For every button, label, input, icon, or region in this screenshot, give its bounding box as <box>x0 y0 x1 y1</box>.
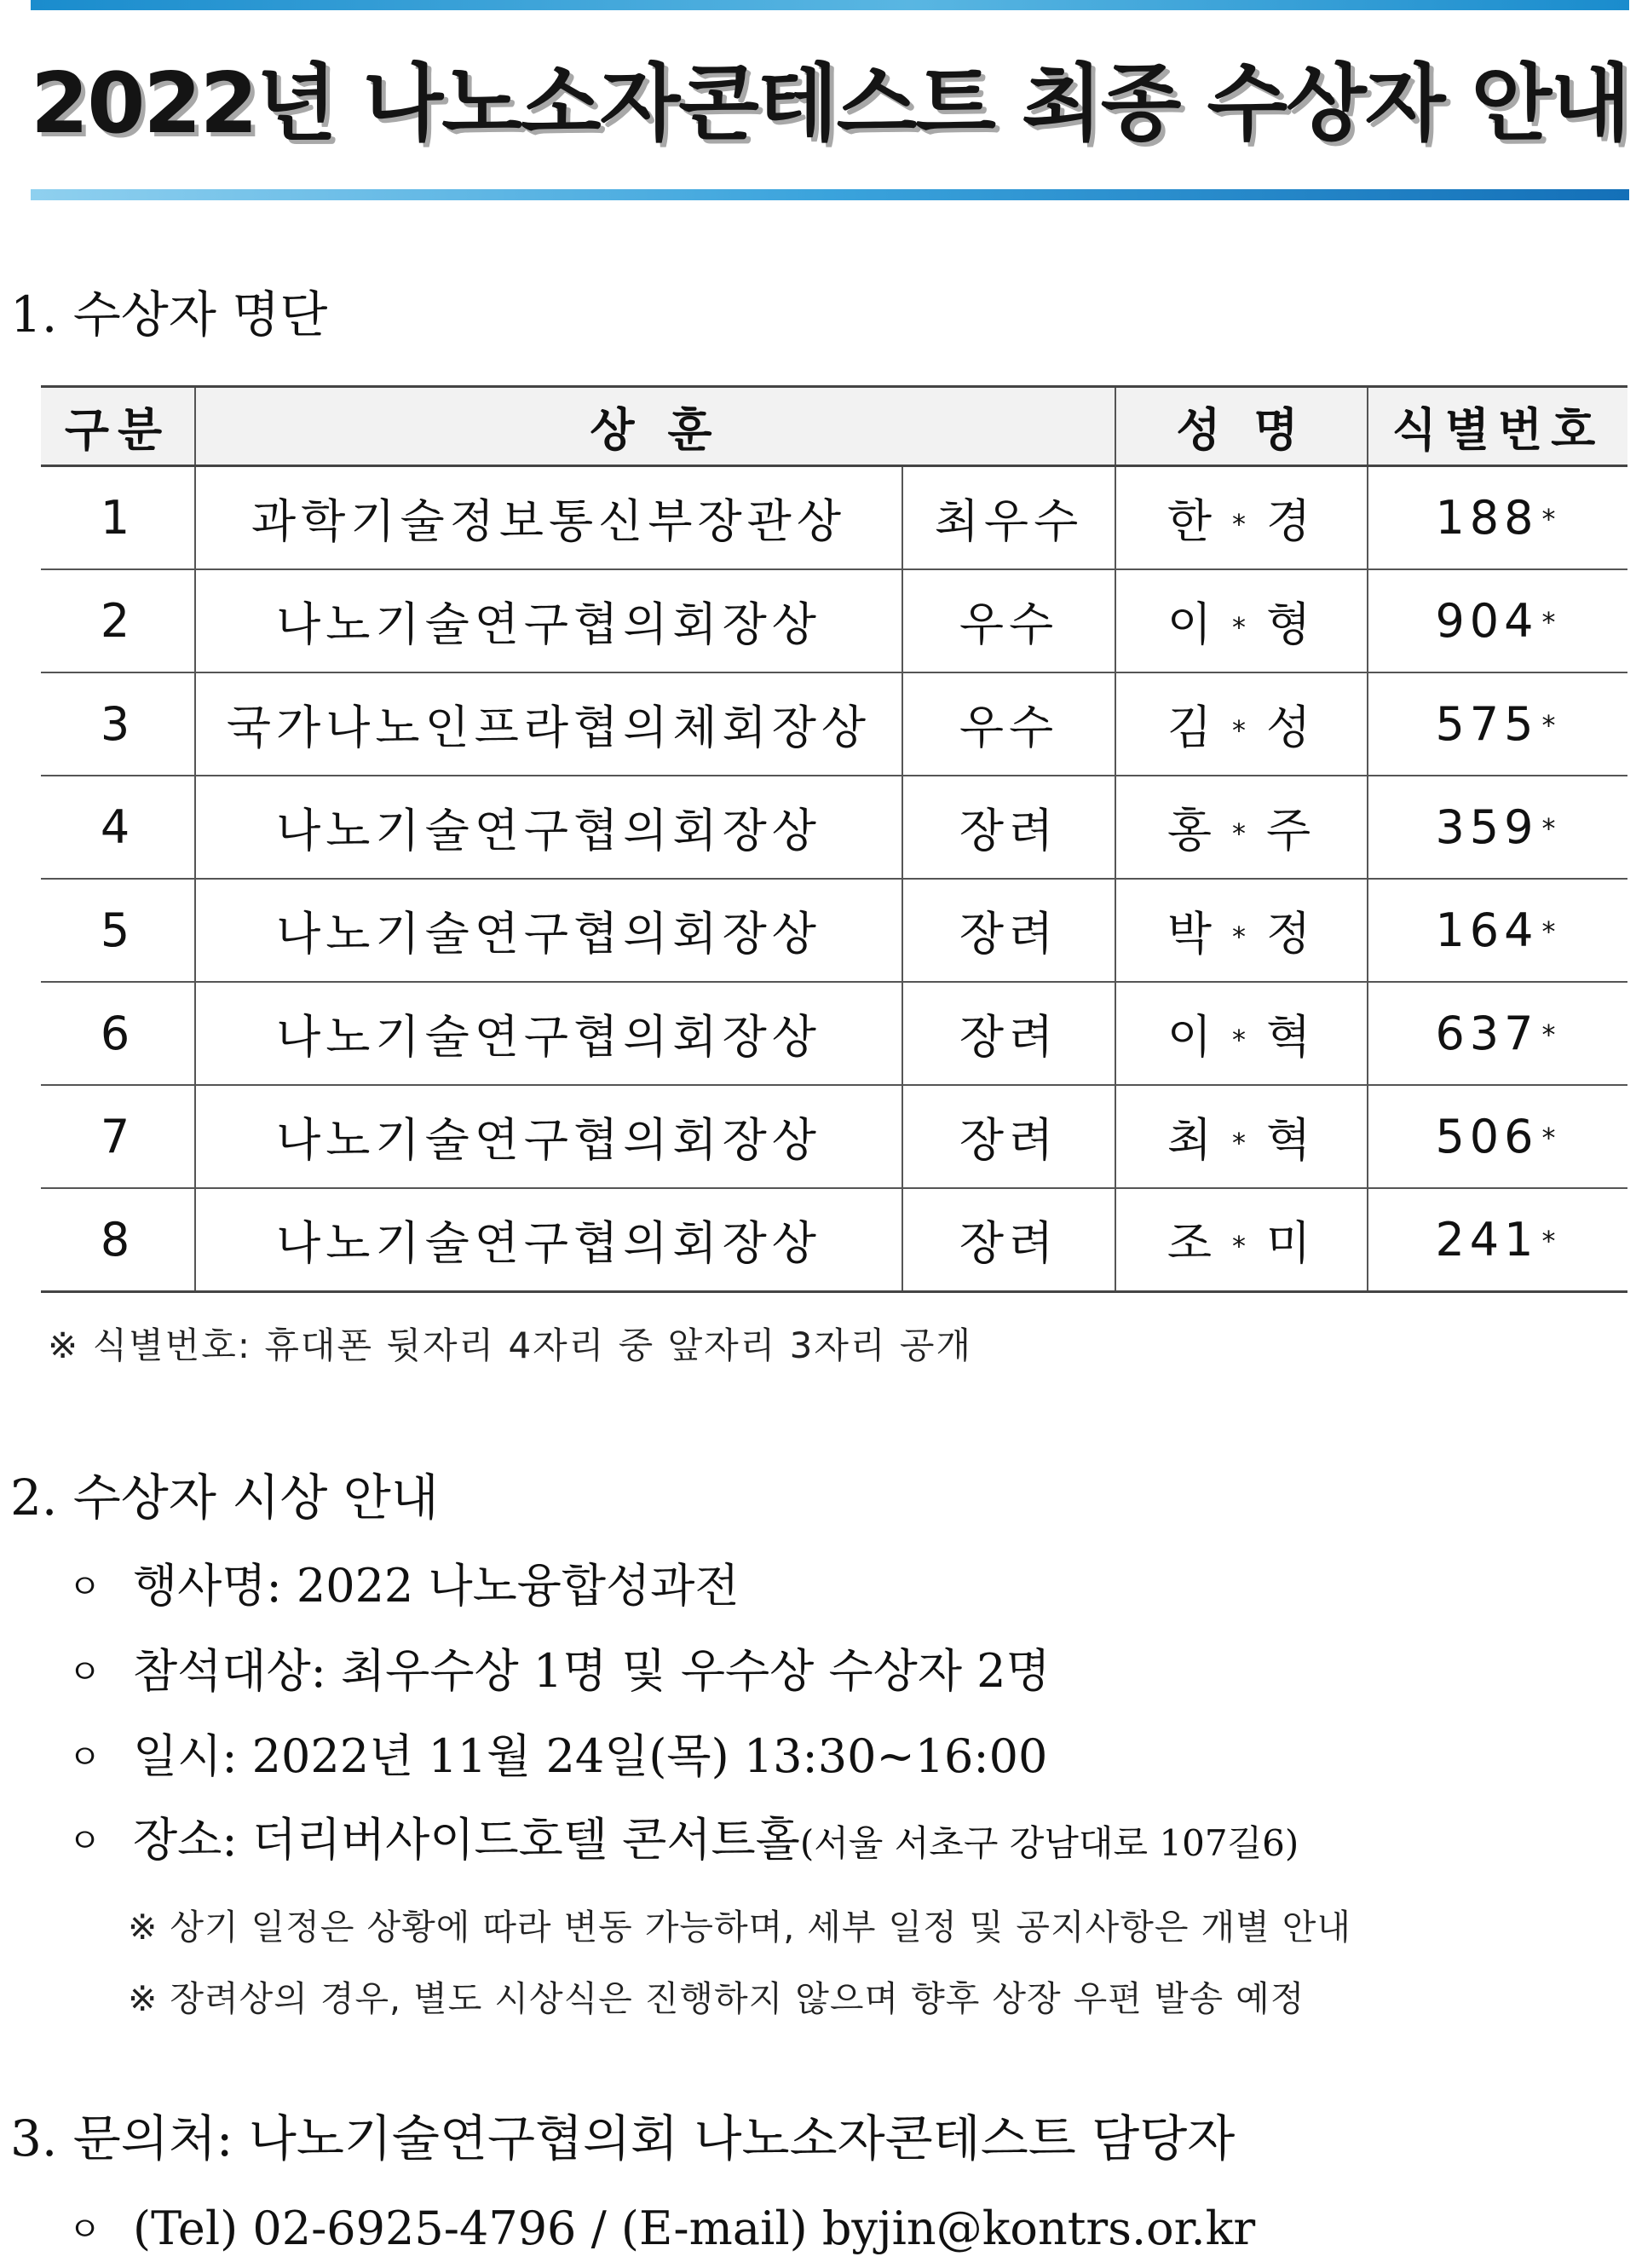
row-number: 3 <box>100 697 135 751</box>
award-grade: 장려 <box>902 879 1115 982</box>
name-first: 이 <box>1167 597 1217 651</box>
section-3-heading: 3. 문의처: 나노기술연구협의회 나노소자콘테스트 담당자 <box>10 2109 1236 2167</box>
mask-star: * <box>1232 1230 1251 1262</box>
bullet-icon: ㅇ <box>68 2210 101 2249</box>
identifier <box>1368 466 1627 570</box>
bullet-icon: ㅇ <box>68 1567 101 1607</box>
award-name: 과학기술정보통신부장관상 <box>195 466 902 570</box>
name-first: 최 <box>1167 1113 1217 1167</box>
header-award: 상 훈 <box>195 387 1115 466</box>
place-address: (서울 서초구 강남대로 107길6) <box>799 1822 1299 1864</box>
header-category: 구분 <box>64 402 171 457</box>
identifier <box>1368 776 1627 879</box>
award-name: 나노기술연구협의회장상 <box>195 879 902 982</box>
bullet-icon: ㅇ <box>68 1738 101 1777</box>
identifier <box>1368 879 1627 982</box>
event-name-text: 행사명: 2022 나노융합성과전 <box>133 1559 740 1613</box>
attendees-item <box>68 1642 1051 1705</box>
datetime-item <box>68 1727 1047 1791</box>
place-item <box>68 1810 1299 1874</box>
award-name: 국가나노인프라협의체회장상 <box>195 672 902 776</box>
award-grade: 최우수 <box>902 466 1115 570</box>
awardee-name <box>1115 569 1368 672</box>
schedule-note: ※ 상기 일정은 상황에 따라 변동 가능하며, 세부 일정 및 공지사항은 개별 안내 <box>128 1907 1351 1948</box>
award-name: 나노기술연구협의회장상 <box>195 776 902 879</box>
encouragement-note: ※ 장려상의 경우, 별도 시상식은 진행하지 않으며 향후 상장 우편 발송 예정 <box>128 1978 1305 2019</box>
award-name: 나노기술연구협의회장상 <box>195 982 902 1085</box>
table-body <box>41 466 1627 1292</box>
award-grade: 우수 <box>902 672 1115 776</box>
award-grade: 장려 <box>902 1085 1115 1188</box>
awardee-name <box>1115 672 1368 776</box>
row-number: 7 <box>100 1110 135 1163</box>
identifier <box>1368 1085 1627 1188</box>
identifier <box>1368 1188 1627 1292</box>
row-number: 5 <box>100 903 135 957</box>
mask-star: * <box>1541 1019 1561 1051</box>
header-id: 식별번호 <box>1368 387 1627 466</box>
bullet-icon: ㅇ <box>68 1821 101 1861</box>
row-number: 1 <box>100 491 135 545</box>
table-row <box>41 879 1627 982</box>
award-name: 나노기술연구협의회장상 <box>195 1188 902 1292</box>
awardee-name <box>1115 879 1368 982</box>
top-accent-bar <box>31 0 1629 10</box>
identifier <box>1368 982 1627 1085</box>
mask-star: * <box>1232 920 1251 953</box>
mask-star: * <box>1541 606 1561 638</box>
mask-star: * <box>1541 503 1561 535</box>
table-header-row <box>41 387 1627 466</box>
name-last: 주 <box>1266 804 1316 857</box>
identifier-digits: 241 <box>1435 1213 1539 1267</box>
section-2-heading: 2. 수상자 시상 안내 <box>10 1469 439 1526</box>
table-row <box>41 1188 1627 1292</box>
row-number: 2 <box>100 594 135 648</box>
title-underline-bar <box>31 189 1629 200</box>
award-grade: 장려 <box>902 776 1115 879</box>
award-grade: 장려 <box>902 982 1115 1085</box>
name-last: 형 <box>1266 597 1316 651</box>
table-row <box>41 569 1627 672</box>
name-last: 혁 <box>1266 1010 1316 1064</box>
name-first: 조 <box>1167 1216 1217 1270</box>
name-last: 경 <box>1266 494 1316 548</box>
mask-star: * <box>1232 817 1251 850</box>
name-first: 한 <box>1167 494 1217 548</box>
identifier-digits: 506 <box>1435 1110 1539 1163</box>
table-row <box>41 1085 1627 1188</box>
identifier-digits: 164 <box>1435 903 1539 957</box>
identifier-digits: 575 <box>1435 697 1539 751</box>
name-first: 홍 <box>1167 804 1217 857</box>
id-note: ※ 식별번호: 휴대폰 뒷자리 4자리 중 앞자리 3자리 공개 <box>48 1324 973 1366</box>
name-first: 이 <box>1167 1010 1217 1064</box>
awardee-name <box>1115 776 1368 879</box>
mask-star: * <box>1232 714 1251 747</box>
name-last: 성 <box>1266 701 1316 754</box>
name-first: 박 <box>1167 907 1217 961</box>
page-title: 2022년 나노소자콘테스트 최종 수상자 안내 <box>31 55 1629 153</box>
identifier-digits: 188 <box>1435 491 1539 545</box>
name-first: 김 <box>1167 701 1217 754</box>
table-row <box>41 776 1627 879</box>
awardee-name <box>1115 1085 1368 1188</box>
award-grade: 우수 <box>902 569 1115 672</box>
mask-star: * <box>1541 915 1561 948</box>
table-row <box>41 672 1627 776</box>
section-1-heading: 1. 수상자 명단 <box>10 286 328 343</box>
mask-star: * <box>1541 812 1561 845</box>
award-name: 나노기술연구협의회장상 <box>195 1085 902 1188</box>
award-grade: 장려 <box>902 1188 1115 1292</box>
mask-star: * <box>1232 611 1251 643</box>
awardee-name <box>1115 466 1368 570</box>
awardee-name <box>1115 1188 1368 1292</box>
mask-star: * <box>1232 1127 1251 1159</box>
awardee-table <box>41 385 1627 1293</box>
place-text: 장소: 더리버사이드호텔 콘서트홀 <box>133 1813 800 1867</box>
mask-star: * <box>1541 1225 1561 1257</box>
table-row <box>41 982 1627 1085</box>
datetime-text: 일시: 2022년 11월 24일(목) 13:30~16:00 <box>133 1729 1048 1783</box>
mask-star: * <box>1232 508 1251 540</box>
contact-text: (Tel) 02-6925-4796 / (E-mail) byjin@kontrs.or.kr <box>133 2202 1256 2255</box>
table-row <box>41 466 1627 570</box>
mask-star: * <box>1232 1024 1251 1056</box>
event-name-item <box>68 1556 740 1620</box>
identifier-digits: 637 <box>1435 1007 1539 1060</box>
award-name: 나노기술연구협의회장상 <box>195 569 902 672</box>
awardee-name <box>1115 982 1368 1085</box>
identifier <box>1368 569 1627 672</box>
name-last: 미 <box>1266 1216 1316 1270</box>
row-number: 8 <box>100 1213 135 1267</box>
identifier <box>1368 672 1627 776</box>
row-number: 6 <box>100 1007 135 1060</box>
identifier-digits: 904 <box>1435 594 1539 648</box>
name-last: 혁 <box>1266 1113 1316 1167</box>
mask-star: * <box>1541 1122 1561 1154</box>
header-name: 성 명 <box>1115 387 1368 466</box>
identifier-digits: 359 <box>1435 800 1539 854</box>
row-number: 4 <box>100 800 135 854</box>
attendees-text: 참석대상: 최우수상 1명 및 우수상 수상자 2명 <box>133 1644 1051 1698</box>
mask-star: * <box>1541 709 1561 742</box>
bullet-icon: ㅇ <box>68 1653 101 1692</box>
contact-item <box>68 2199 1255 2263</box>
name-last: 정 <box>1266 907 1316 961</box>
